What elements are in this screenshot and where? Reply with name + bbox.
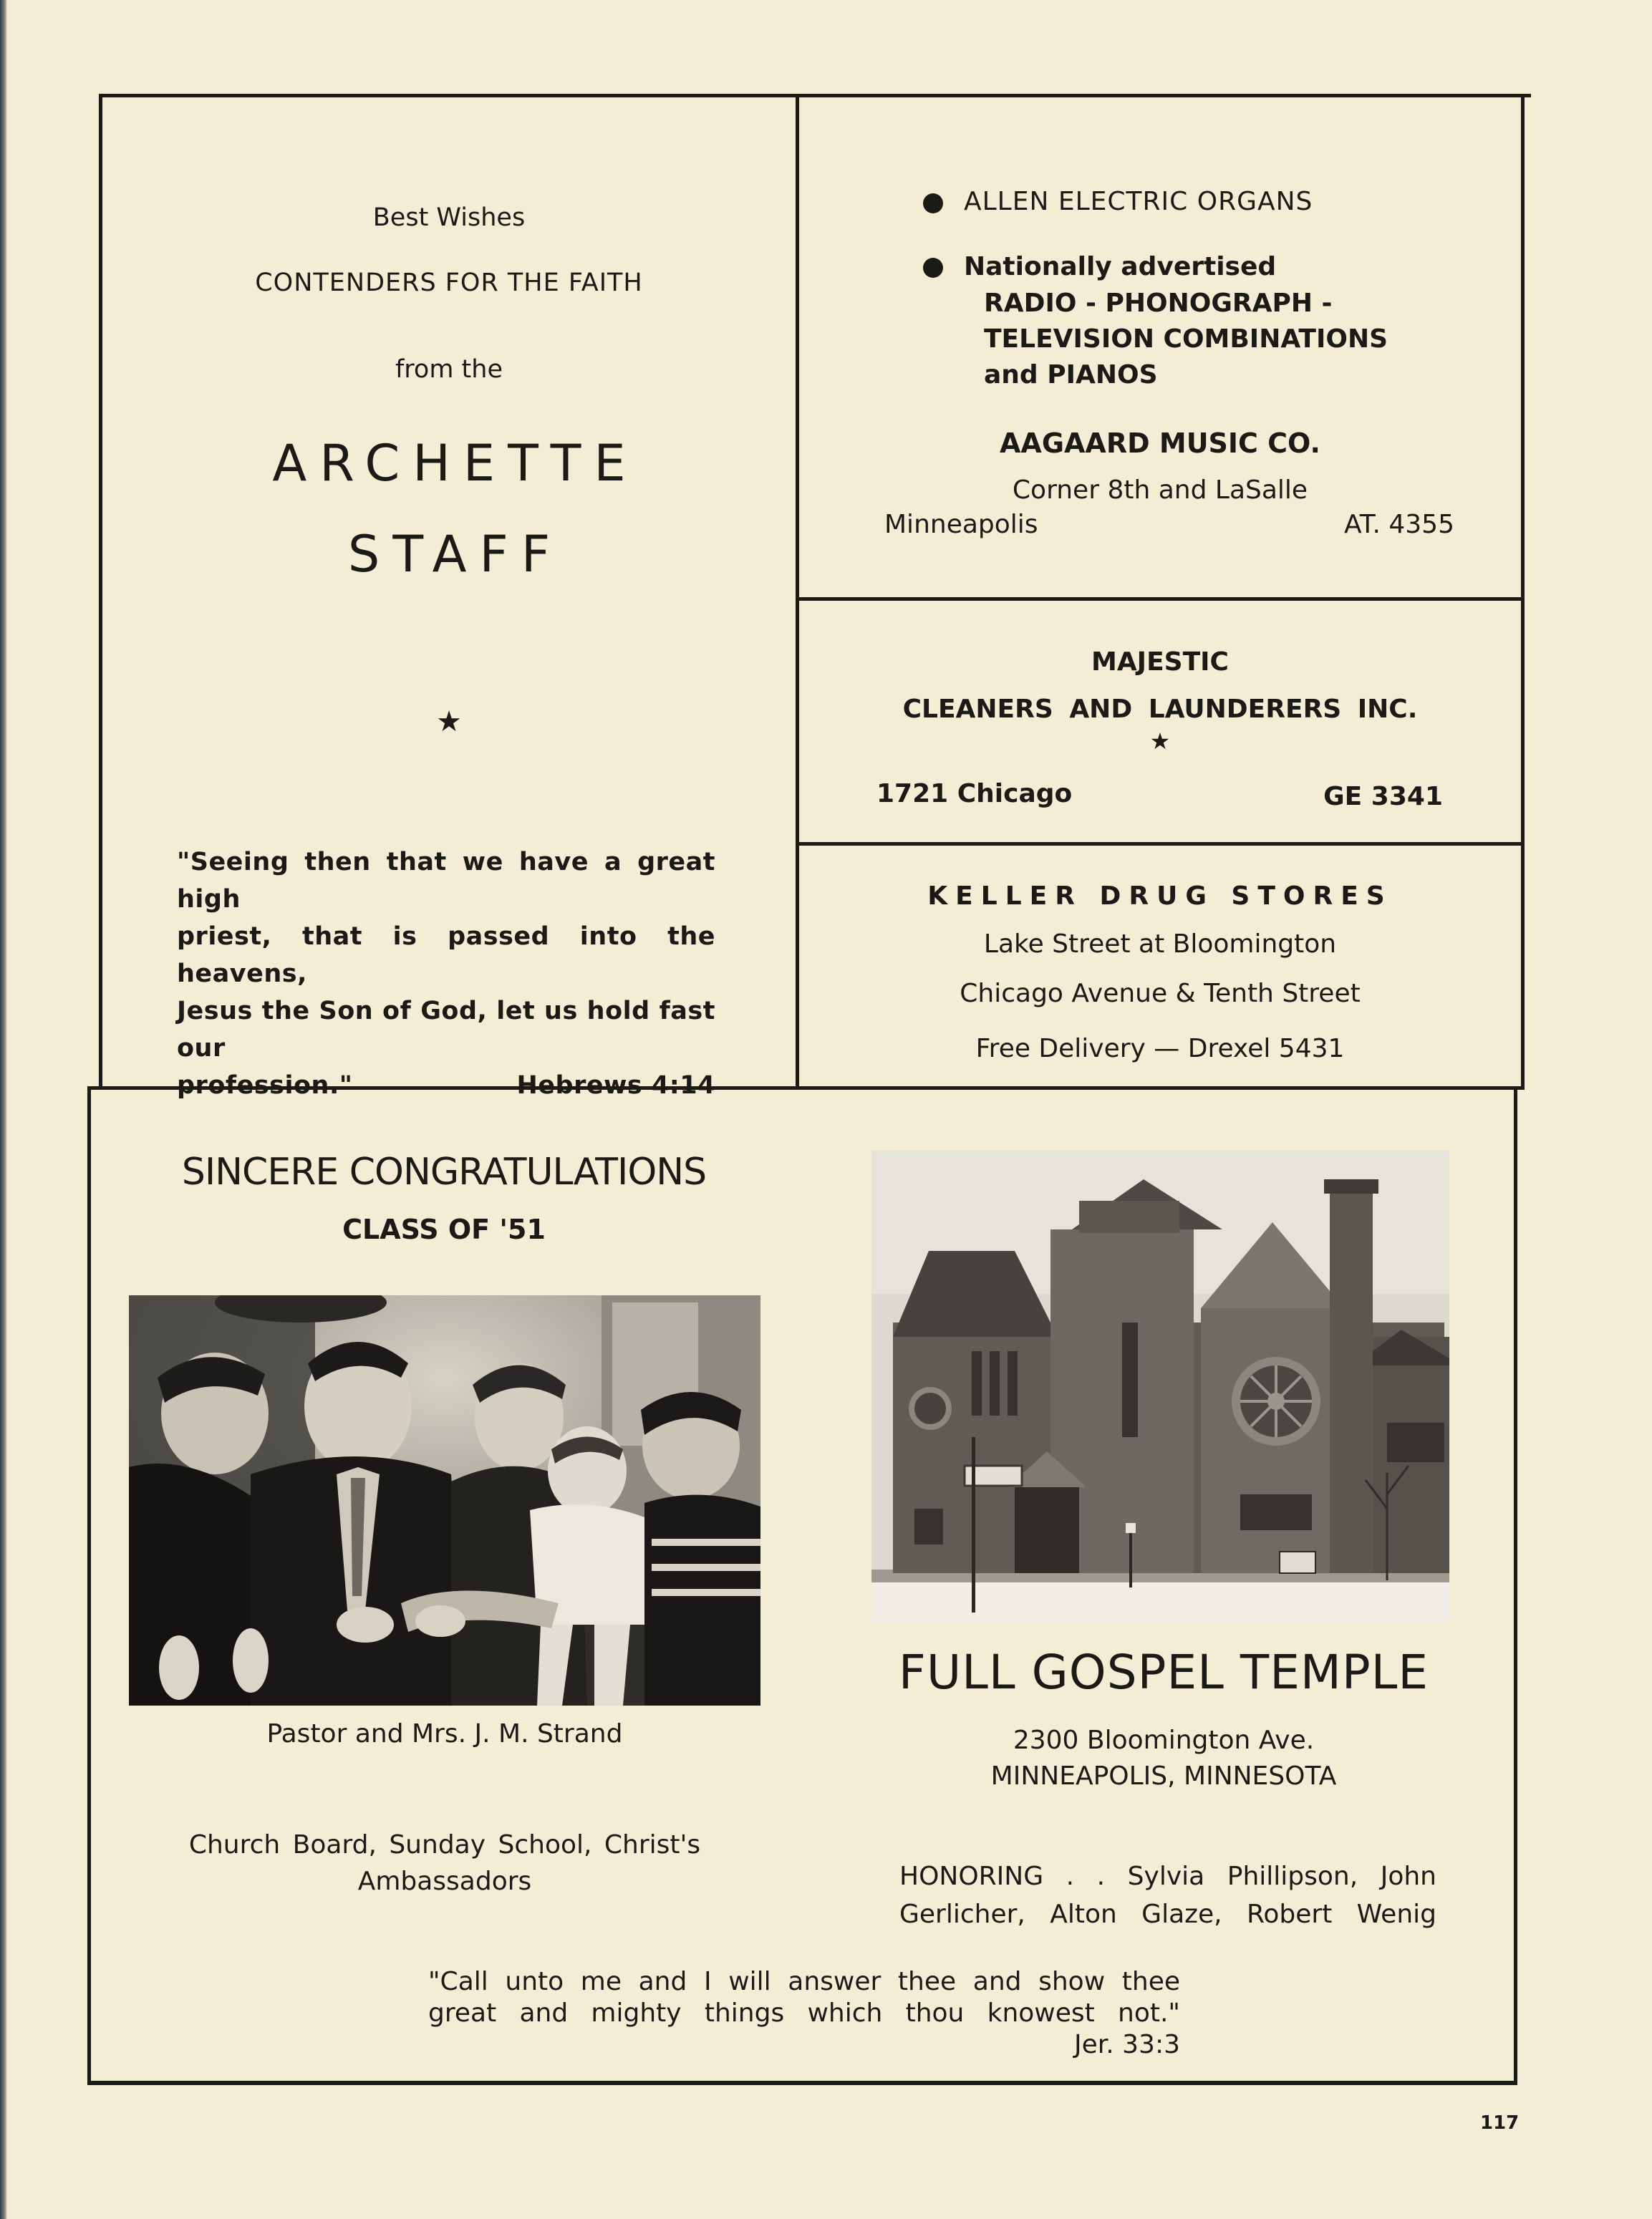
and-pianos-text: and PIANOS <box>984 360 1158 390</box>
verse-line: priest, that is passed into the heavens, <box>177 922 715 988</box>
photo-caption: Pastor and Mrs. J. M. Strand <box>266 1719 623 1749</box>
keller-heading: KELLER DRUG STORES <box>927 881 1393 911</box>
cleaners-launderers-heading: CLEANERS AND LAUNDERERS INC. <box>902 695 1418 724</box>
congratulations-heading: SINCERE CONGRATULATIONS <box>181 1151 707 1194</box>
verse-line: "Call unto me and I will answer thee and show thee <box>428 1967 1180 1996</box>
frame-right-rule <box>1521 94 1525 1089</box>
church-groups-line-1: Church Board, Sunday School, Christ's <box>188 1830 701 1860</box>
aagaard-phone: AT. 4355 <box>1343 510 1454 539</box>
keller-location-2: Chicago Avenue & Tenth Street <box>960 979 1361 1008</box>
verse-line: "Seeing then that we have a great high <box>177 848 715 914</box>
archette-heading: ARCHETTE <box>272 434 639 493</box>
majestic-phone: GE 3341 <box>1323 782 1443 811</box>
verse-line: profession." <box>177 1071 353 1100</box>
majestic-address: 1721 Chicago <box>876 779 1073 808</box>
honoring-line: HONORING . . Sylvia Phillipson, John <box>899 1862 1436 1891</box>
frame-left-rule-bottom <box>87 1086 91 2085</box>
bullet-icon <box>923 258 943 278</box>
aagaard-company-name: AAGAARD MUSIC CO. <box>1000 427 1320 459</box>
verse-line: great and mighty things which thou knowest not." <box>428 1998 1180 2028</box>
church-building-photo <box>871 1151 1449 1623</box>
star-icon: ★ <box>436 705 462 738</box>
hebrews-verse <box>177 843 715 1104</box>
majestic-bottom-rule <box>796 842 1521 846</box>
majestic-heading: MAJESTIC <box>1091 647 1229 677</box>
staff-heading: STAFF <box>347 525 564 584</box>
church-groups-line-2: Ambassadors <box>357 1867 532 1896</box>
keller-location-1: Lake Street at Bloomington <box>983 929 1337 959</box>
nationally-advertised-text: Nationally advertised <box>964 252 1277 281</box>
bullet-icon <box>923 193 943 213</box>
frame-left-rule-top <box>99 94 102 1089</box>
star-icon: ★ <box>1149 727 1171 755</box>
verse-reference: Hebrews 4:14 <box>516 1071 715 1100</box>
frame-bottom-rule <box>87 2081 1517 2085</box>
television-combinations-text: TELEVISION COMBINATIONS <box>984 324 1388 354</box>
frame-top-rule <box>99 94 1531 97</box>
page-number: 117 <box>1480 2112 1520 2134</box>
verse-reference: Jer. 33:3 <box>1074 2030 1180 2059</box>
jeremiah-verse <box>428 1966 1180 2061</box>
honoring-line: Gerlicher, Alton Glaze, Robert Wenig <box>899 1900 1436 1929</box>
best-wishes-text: Best Wishes <box>372 203 526 232</box>
honoring-text <box>899 1857 1436 1933</box>
allen-organs-text: ALLEN ELECTRIC ORGANS <box>964 187 1313 216</box>
aagaard-city: Minneapolis <box>884 510 1038 539</box>
church-name-heading: FULL GOSPEL TEMPLE <box>898 1645 1429 1700</box>
from-the-text: from the <box>395 355 503 384</box>
aagaard-address: Corner 8th and LaSalle <box>1012 475 1308 505</box>
pastor-family-photo <box>129 1295 760 1706</box>
frame-right-rule-bottom <box>1514 1086 1517 2085</box>
class-of-51-text: CLASS OF '51 <box>342 1214 546 1245</box>
verse-line: Jesus the Son of God, let us hold fast our <box>177 997 715 1063</box>
aagaard-bottom-rule <box>796 597 1525 601</box>
church-city: MINNEAPOLIS, MINNESOTA <box>990 1761 1337 1791</box>
book-spine-edge <box>0 0 7 2219</box>
contenders-text: CONTENDERS FOR THE FAITH <box>255 269 643 297</box>
keller-delivery: Free Delivery — Drexel 5431 <box>975 1034 1345 1063</box>
church-address: 2300 Bloomington Ave. <box>1013 1726 1315 1755</box>
radio-phonograph-text: RADIO - PHONOGRAPH - <box>984 289 1333 318</box>
